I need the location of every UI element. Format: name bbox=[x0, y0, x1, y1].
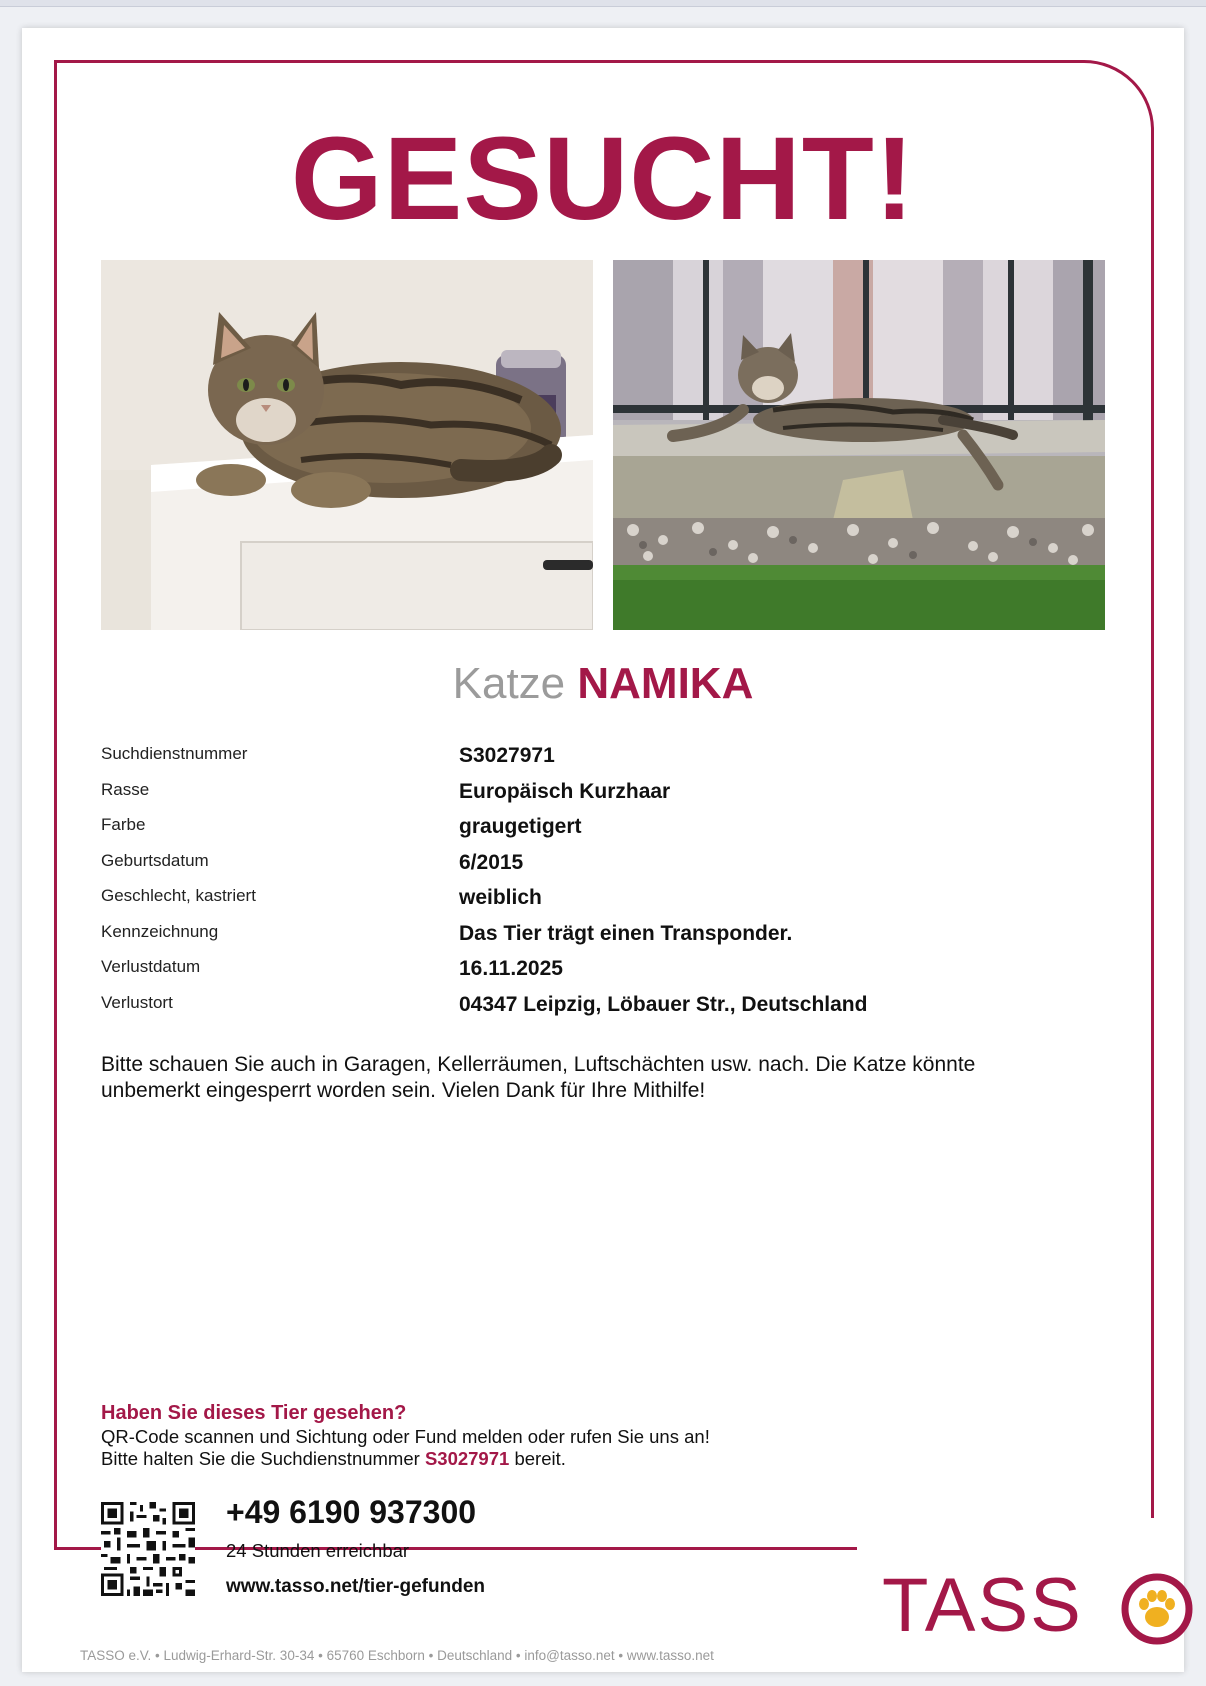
fact-row bbox=[101, 740, 1101, 776]
footer-address: TASSO e.V. • Ludwig-Erhard-Str. 30-34 • 65760 Eschborn • Deutschland • info@tasso.net • www.tasso.net bbox=[80, 1648, 714, 1663]
fact-label: Geburtsdatum bbox=[101, 850, 209, 870]
fact-label: Farbe bbox=[101, 815, 146, 834]
animal-name-heading bbox=[22, 659, 1184, 708]
hotline-hours: 24 Stunden erreichbar bbox=[226, 1540, 410, 1561]
poster-headline: GESUCHT! bbox=[290, 113, 916, 245]
animal-type: Katze bbox=[452, 659, 566, 708]
fact-value: Das Tier trägt einen Transponder. bbox=[459, 921, 793, 945]
cat-photo-dresser bbox=[101, 260, 593, 630]
logo-wordmark: TASS bbox=[882, 1563, 1083, 1648]
fact-value: 04347 Leipzig, Löbauer Str., Deutschland bbox=[459, 992, 868, 1016]
animal-name: NAMIKA bbox=[577, 659, 754, 708]
fact-value: S3027971 bbox=[459, 744, 555, 767]
fact-label: Verlustort bbox=[101, 992, 173, 1012]
fact-row bbox=[101, 882, 1101, 918]
reference-suffix: bereit. bbox=[514, 1448, 566, 1469]
paw-icon bbox=[1120, 1572, 1194, 1646]
fact-row bbox=[101, 811, 1101, 847]
fact-label: Rasse bbox=[101, 779, 150, 799]
fact-value: 16.11.2025 bbox=[459, 957, 563, 980]
fact-label: Kennzeichnung bbox=[101, 921, 219, 941]
fact-value: weiblich bbox=[459, 886, 542, 909]
reference-prefix: Bitte halten Sie die Suchdienstnummer bbox=[101, 1448, 420, 1469]
sighting-reference-line bbox=[101, 1448, 1001, 1470]
window-top-edge bbox=[0, 0, 1206, 7]
fact-row bbox=[101, 776, 1101, 812]
fact-label: Geschlecht, kastriert bbox=[101, 886, 256, 905]
animal-facts bbox=[101, 740, 1101, 1024]
fact-row bbox=[101, 847, 1101, 883]
fact-row bbox=[101, 918, 1101, 954]
sighting-section bbox=[101, 1400, 1001, 1470]
fact-value: Europäisch Kurzhaar bbox=[459, 779, 671, 803]
sighting-title: Haben Sie dieses Tier gesehen? bbox=[101, 1402, 407, 1424]
fact-value: 6/2015 bbox=[459, 850, 524, 874]
sighting-instructions: QR-Code scannen und Sichtung oder Fund melden oder rufen Sie uns an! bbox=[101, 1426, 710, 1447]
found-animal-link[interactable]: www.tasso.net/tier-gefunden bbox=[226, 1576, 485, 1597]
fact-label: Verlustdatum bbox=[101, 957, 201, 976]
poster-sheet bbox=[22, 28, 1184, 1672]
qr-code-icon[interactable] bbox=[101, 1502, 195, 1596]
fact-row bbox=[101, 953, 1101, 989]
search-note: Bitte schauen Sie auch in Garagen, Kellerräumen, Luftschächten usw. nach. Die Katze könnte unbemerkt eingesperrt worden sein. Vielen Dank für Ihre Mithilfe! bbox=[101, 1053, 976, 1102]
fact-row bbox=[101, 989, 1101, 1025]
cat-photo-ledge bbox=[613, 260, 1105, 630]
reference-id: S3027971 bbox=[424, 1448, 510, 1469]
hotline-number[interactable]: +49 6190 937300 bbox=[226, 1494, 477, 1530]
frame-gap bbox=[857, 1518, 1157, 1558]
fact-value: graugetigert bbox=[459, 815, 582, 838]
fact-label: Suchdienstnummer bbox=[101, 744, 248, 763]
